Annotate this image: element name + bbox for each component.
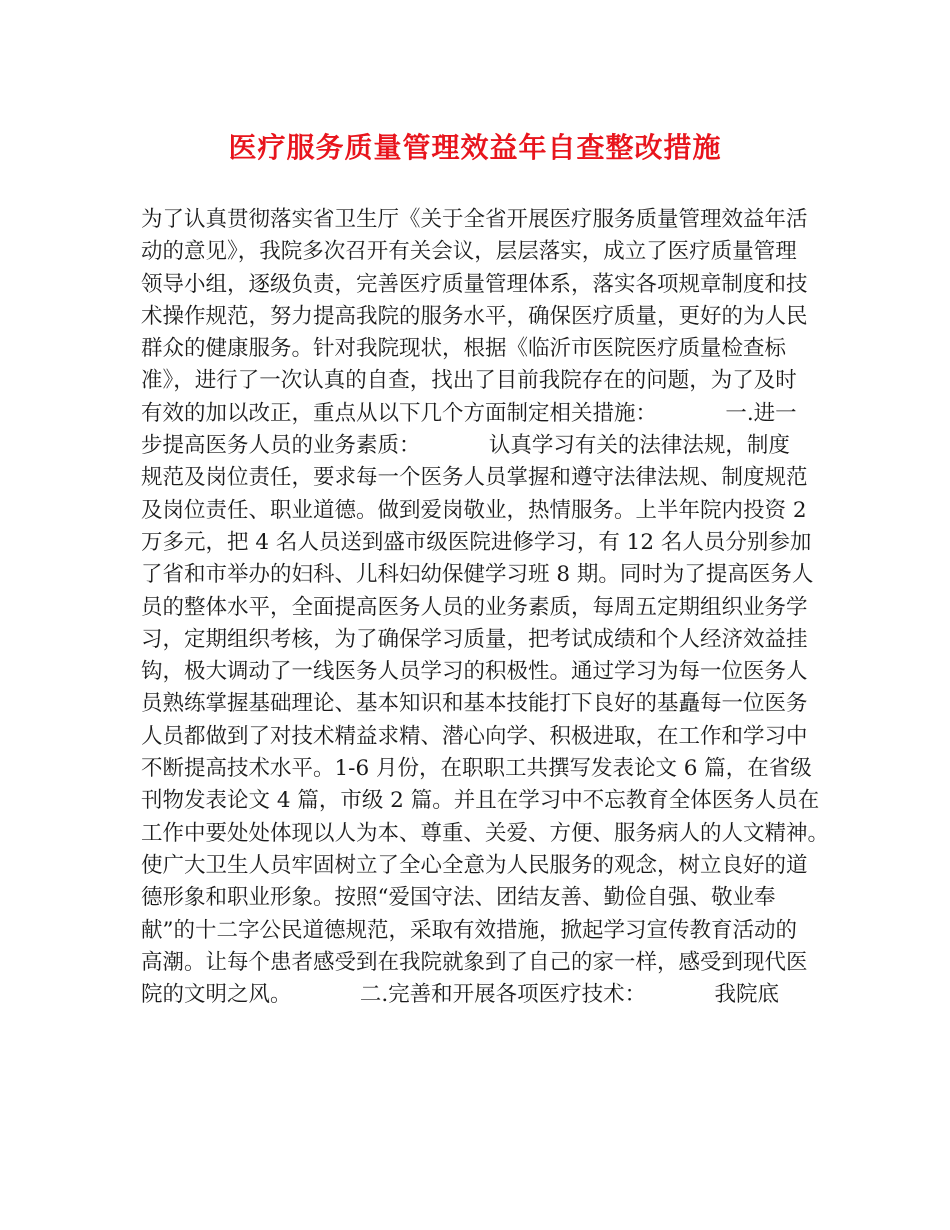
body-line: 万多元，把 4 名人员送到盛市级医院进修学习，有 12 名人员分别参加 — [141, 529, 812, 555]
body-line: 规范及岗位责任，要求每一个医务人员掌握和遵守法律法规、制度规范 — [141, 465, 808, 491]
body-line: 步提高医务人员的业务素质： 认真学习有关的法律法规，制度 — [141, 433, 790, 459]
body-line: 员的整体水平，全面提高医务人员的业务素质，每周五定期组织业务学 — [141, 594, 808, 620]
body-line: 员熟练掌握基础理论、基本知识和基本技能打下良好的基矗每一位医务 — [141, 691, 808, 717]
body-line: 献”的十二字公民道德规范，采取有效措施，掀起学习宣传教育活动的 — [141, 917, 797, 943]
body-line: 人员都做到了对技术精益求精、潜心向学、积极进取，在工作和学习中 — [141, 723, 808, 749]
body-line: 及岗位责任、职业道德。做到爱岗敬业，热情服务。上半年院内投资 2 — [141, 497, 807, 523]
document-body — [141, 204, 841, 1011]
body-line: 习，定期组织考核，为了确保学习质量，把考试成绩和个人经济效益挂 — [141, 626, 808, 652]
body-line: 术操作规范，努力提高我院的服务水平，确保医疗质量，更好的为人民 — [141, 303, 808, 329]
body-line: 钩，极大调动了一线医务人员学习的积极性。通过学习为每一位医务人 — [141, 659, 808, 685]
body-line: 有效的加以改正，重点从以下几个方面制定相关措施： 一.进一 — [141, 400, 797, 426]
body-line: 刊物发表论文 4 篇，市级 2 篇。并且在学习中不忘教育全体医务人员在 — [141, 788, 820, 814]
body-line: 准》，进行了一次认真的自查，找出了目前我院存在的问题，为了及时 — [141, 368, 797, 394]
body-line: 使广大卫生人员牢固树立了全心全意为人民服务的观念，树立良好的道 — [141, 852, 808, 878]
body-line: 德形象和职业形象。按照“爱国守法、团结友善、勤俭自强、敬业奉 — [141, 885, 776, 911]
document-title: 医疗服务质量管理效益年自查整改措施 — [228, 131, 722, 164]
body-line: 了省和市举办的妇科、儿科妇幼保健学习班 8 期。同时为了提高医务人 — [141, 562, 814, 588]
body-line: 领导小组，逐级负责，完善医疗质量管理体系，落实各项规章制度和技 — [141, 271, 808, 297]
body-line: 为了认真贯彻落实省卫生厅《关于全省开展医疗服务质量管理效益年活 — [141, 207, 808, 232]
body-line: 院的文明之风。 二.完善和开展各项医疗技术： 我院底 — [141, 982, 780, 1008]
body-line: 工作中要处处体现以人为本、尊重、关爱、方便、服务病人的人文精神。 — [141, 820, 830, 846]
body-line: 不断提高技术水平。1-6 月份，在职职工共撰写发表论文 6 篇，在省级 — [141, 756, 812, 782]
body-line: 动的意见》，我院多次召开有关会议，层层落实，成立了医疗质量管理 — [141, 239, 797, 265]
body-line: 高潮。让每个患者感受到在我院就象到了自己的家一样，感受到现代医 — [141, 949, 808, 975]
body-line: 群众的健康服务。针对我院现状，根据《临沂市医院医疗质量检查标 — [141, 336, 787, 362]
